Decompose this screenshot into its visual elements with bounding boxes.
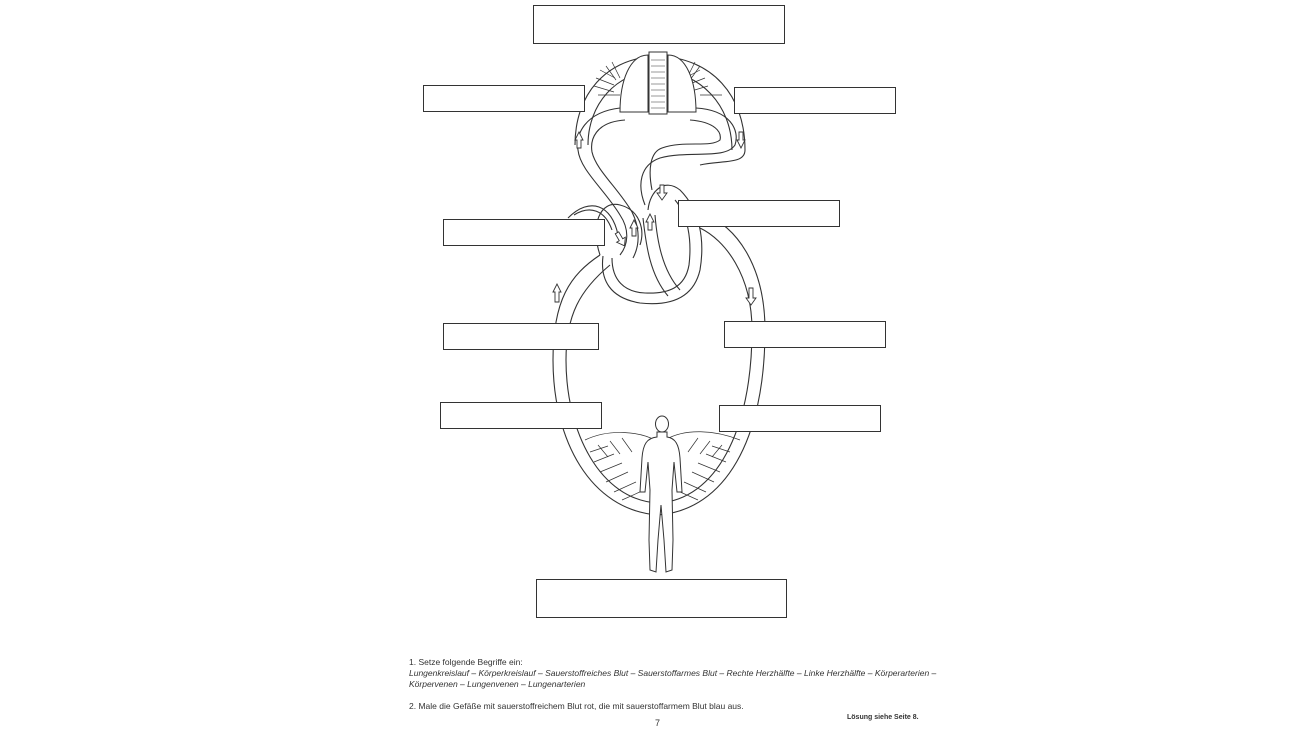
task-1-title: 1. Setze folgende Begriffe ein:	[409, 657, 523, 667]
label-box-middle-right[interactable]	[724, 321, 886, 348]
label-box-lower-right[interactable]	[719, 405, 881, 432]
pulmonary-vessel-right-outer	[641, 108, 736, 205]
task-1-terms-line-2: Körpervenen – Lungenvenen – Lungenarterien	[409, 679, 586, 689]
task-2: 2. Male die Gefäße mit sauerstoffreichem Blut rot, die mit sauerstoffarmem Blut blau aus.	[409, 701, 744, 711]
label-box-heart-right[interactable]	[678, 200, 840, 227]
label-box-top[interactable]	[533, 5, 785, 44]
label-box-lower-left[interactable]	[440, 402, 602, 429]
label-box-bottom[interactable]	[536, 579, 787, 618]
label-box-upper-left[interactable]	[423, 85, 585, 112]
page-number: 7	[655, 718, 661, 728]
human-figure-icon	[640, 416, 682, 572]
label-box-middle-left[interactable]	[443, 323, 599, 350]
solution-hint: Lösung siehe Seite 8.	[847, 714, 919, 721]
task-1-terms-line-1: Lungenkreislauf – Körperkreislauf – Sauerstoffreiches Blut – Sauerstoffarmes Blut – Rechte Herzhälfte – Linke Herzhälfte – Körperarterien –	[409, 668, 937, 678]
label-box-heart-left[interactable]	[443, 219, 605, 246]
label-box-upper-right[interactable]	[734, 87, 896, 114]
lungs-icon	[620, 52, 696, 114]
